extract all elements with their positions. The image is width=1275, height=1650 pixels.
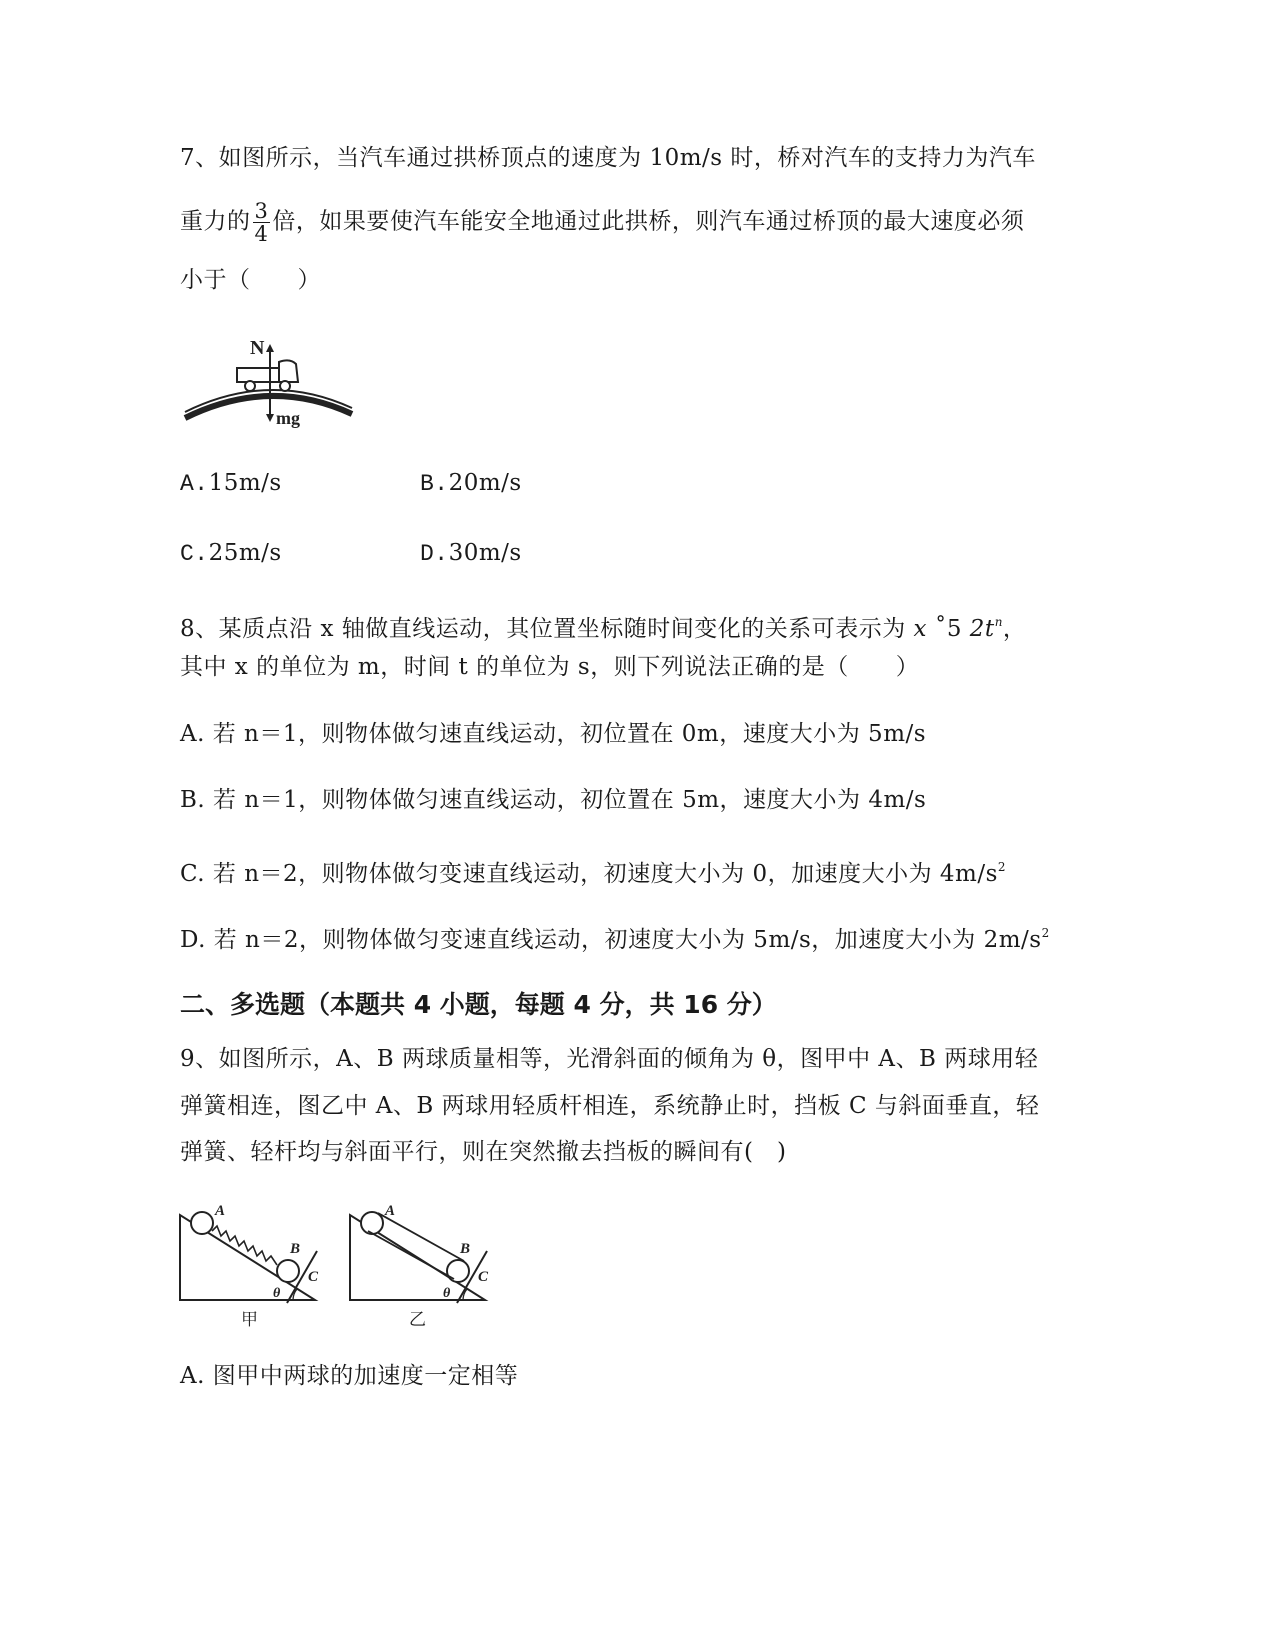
caption-jia: 甲: [241, 1310, 258, 1329]
label-a: A: [385, 1203, 396, 1219]
label-b: B: [460, 1241, 471, 1257]
q8-line-2: 其中 x 的单位为 m，时间 t 的单位为 s，则下列说法正确的是（ ）: [180, 654, 920, 680]
q7-option-a: A.15m/s: [180, 470, 282, 497]
q8-option-c: C. 若 n＝2，则物体做匀变速直线运动，初速度大小为 0，加速度大小为 $4m/s^2$: [180, 860, 1007, 887]
q7-option-b: B.20m/s: [420, 470, 522, 497]
label-mg: mg: [276, 408, 300, 428]
section-heading-multiple-choice: 二、多选题（本题共 4 小题，每题 4 分，共 16 分）: [180, 990, 777, 1019]
formula-tail: ，: [1002, 616, 1027, 642]
formula-exponent: n: [994, 615, 1003, 629]
q8-line-1: 8、某质点沿 x 轴做直线运动，其位置坐标随时间变化的关系可表示为 x ˚5 $2t^n$，: [180, 615, 1027, 642]
q7-option-d: D.30m/s: [420, 540, 522, 567]
q7-line-2-pre: 重力的: [180, 208, 251, 235]
fraction-denominator: 4: [254, 222, 269, 246]
incline-figure-spring: [180, 1203, 319, 1329]
incline-figure-rod: [350, 1203, 489, 1329]
q7-line-2: [180, 200, 1024, 245]
q7-line-3: 小于（ ）: [180, 267, 321, 293]
q9-option-a: A. 图甲中两球的加速度一定相等: [180, 1363, 519, 1389]
q9-line-1: 9、如图所示，A、B 两球质量相等，光滑斜面的倾角为 θ，图甲中 A、B 两球用轻: [180, 1046, 1039, 1072]
fraction-numerator: 3: [254, 199, 269, 223]
incline-figures: [175, 1195, 505, 1335]
q7-line-2-post: 倍，如果要使汽车能安全地通过此拱桥，则汽车通过桥顶的最大速度必须: [272, 208, 1025, 235]
label-theta: θ: [273, 1286, 281, 1301]
normal-force-arrowhead: [266, 344, 274, 352]
fraction-three-quarters: [253, 200, 271, 245]
label-theta: θ: [443, 1286, 451, 1301]
label-a: A: [215, 1203, 226, 1219]
formula-x: x: [913, 616, 928, 642]
ball-a: [361, 1212, 383, 1234]
ball-a: [191, 1212, 213, 1234]
gravity-arrowhead: [266, 414, 274, 422]
label-n: N: [250, 337, 265, 359]
ball-b: [277, 1260, 299, 1282]
caption-yi: 乙: [409, 1310, 426, 1329]
q7-option-c: C.25m/s: [180, 540, 282, 567]
q8-option-a: A. 若 n＝1，则物体做匀速直线运动，初位置在 0m，速度大小为 5m/s: [180, 721, 927, 747]
formula-coef: 2t: [969, 616, 995, 642]
q8-option-b: B. 若 n＝1，则物体做匀速直线运动，初位置在 5m，速度大小为 4m/s: [180, 787, 927, 813]
ball-b: [447, 1260, 469, 1282]
label-c: C: [478, 1269, 489, 1285]
q9-line-2: 弹簧相连，图乙中 A、B 两球用轻质杆相连，系统静止时，挡板 C 与斜面垂直，轻: [180, 1093, 1040, 1119]
car-icon: [237, 360, 298, 391]
formula-mid: ˚5: [934, 616, 962, 642]
q9-line-3: 弹簧、轻杆均与斜面平行，则在突然撤去挡板的瞬间有( ): [180, 1139, 787, 1165]
label-c: C: [308, 1269, 319, 1285]
q8-option-d: D. 若 n＝2，则物体做匀变速直线运动，初速度大小为 5m/s，加速度大小为 $2m/s^2$: [180, 926, 1050, 953]
arch-bridge-car-figure: [180, 330, 360, 435]
label-b: B: [290, 1241, 301, 1257]
q7-line-1: 7、如图所示，当汽车通过拱桥顶点的速度为 10m/s 时，桥对汽车的支持力为汽车: [180, 145, 1036, 171]
